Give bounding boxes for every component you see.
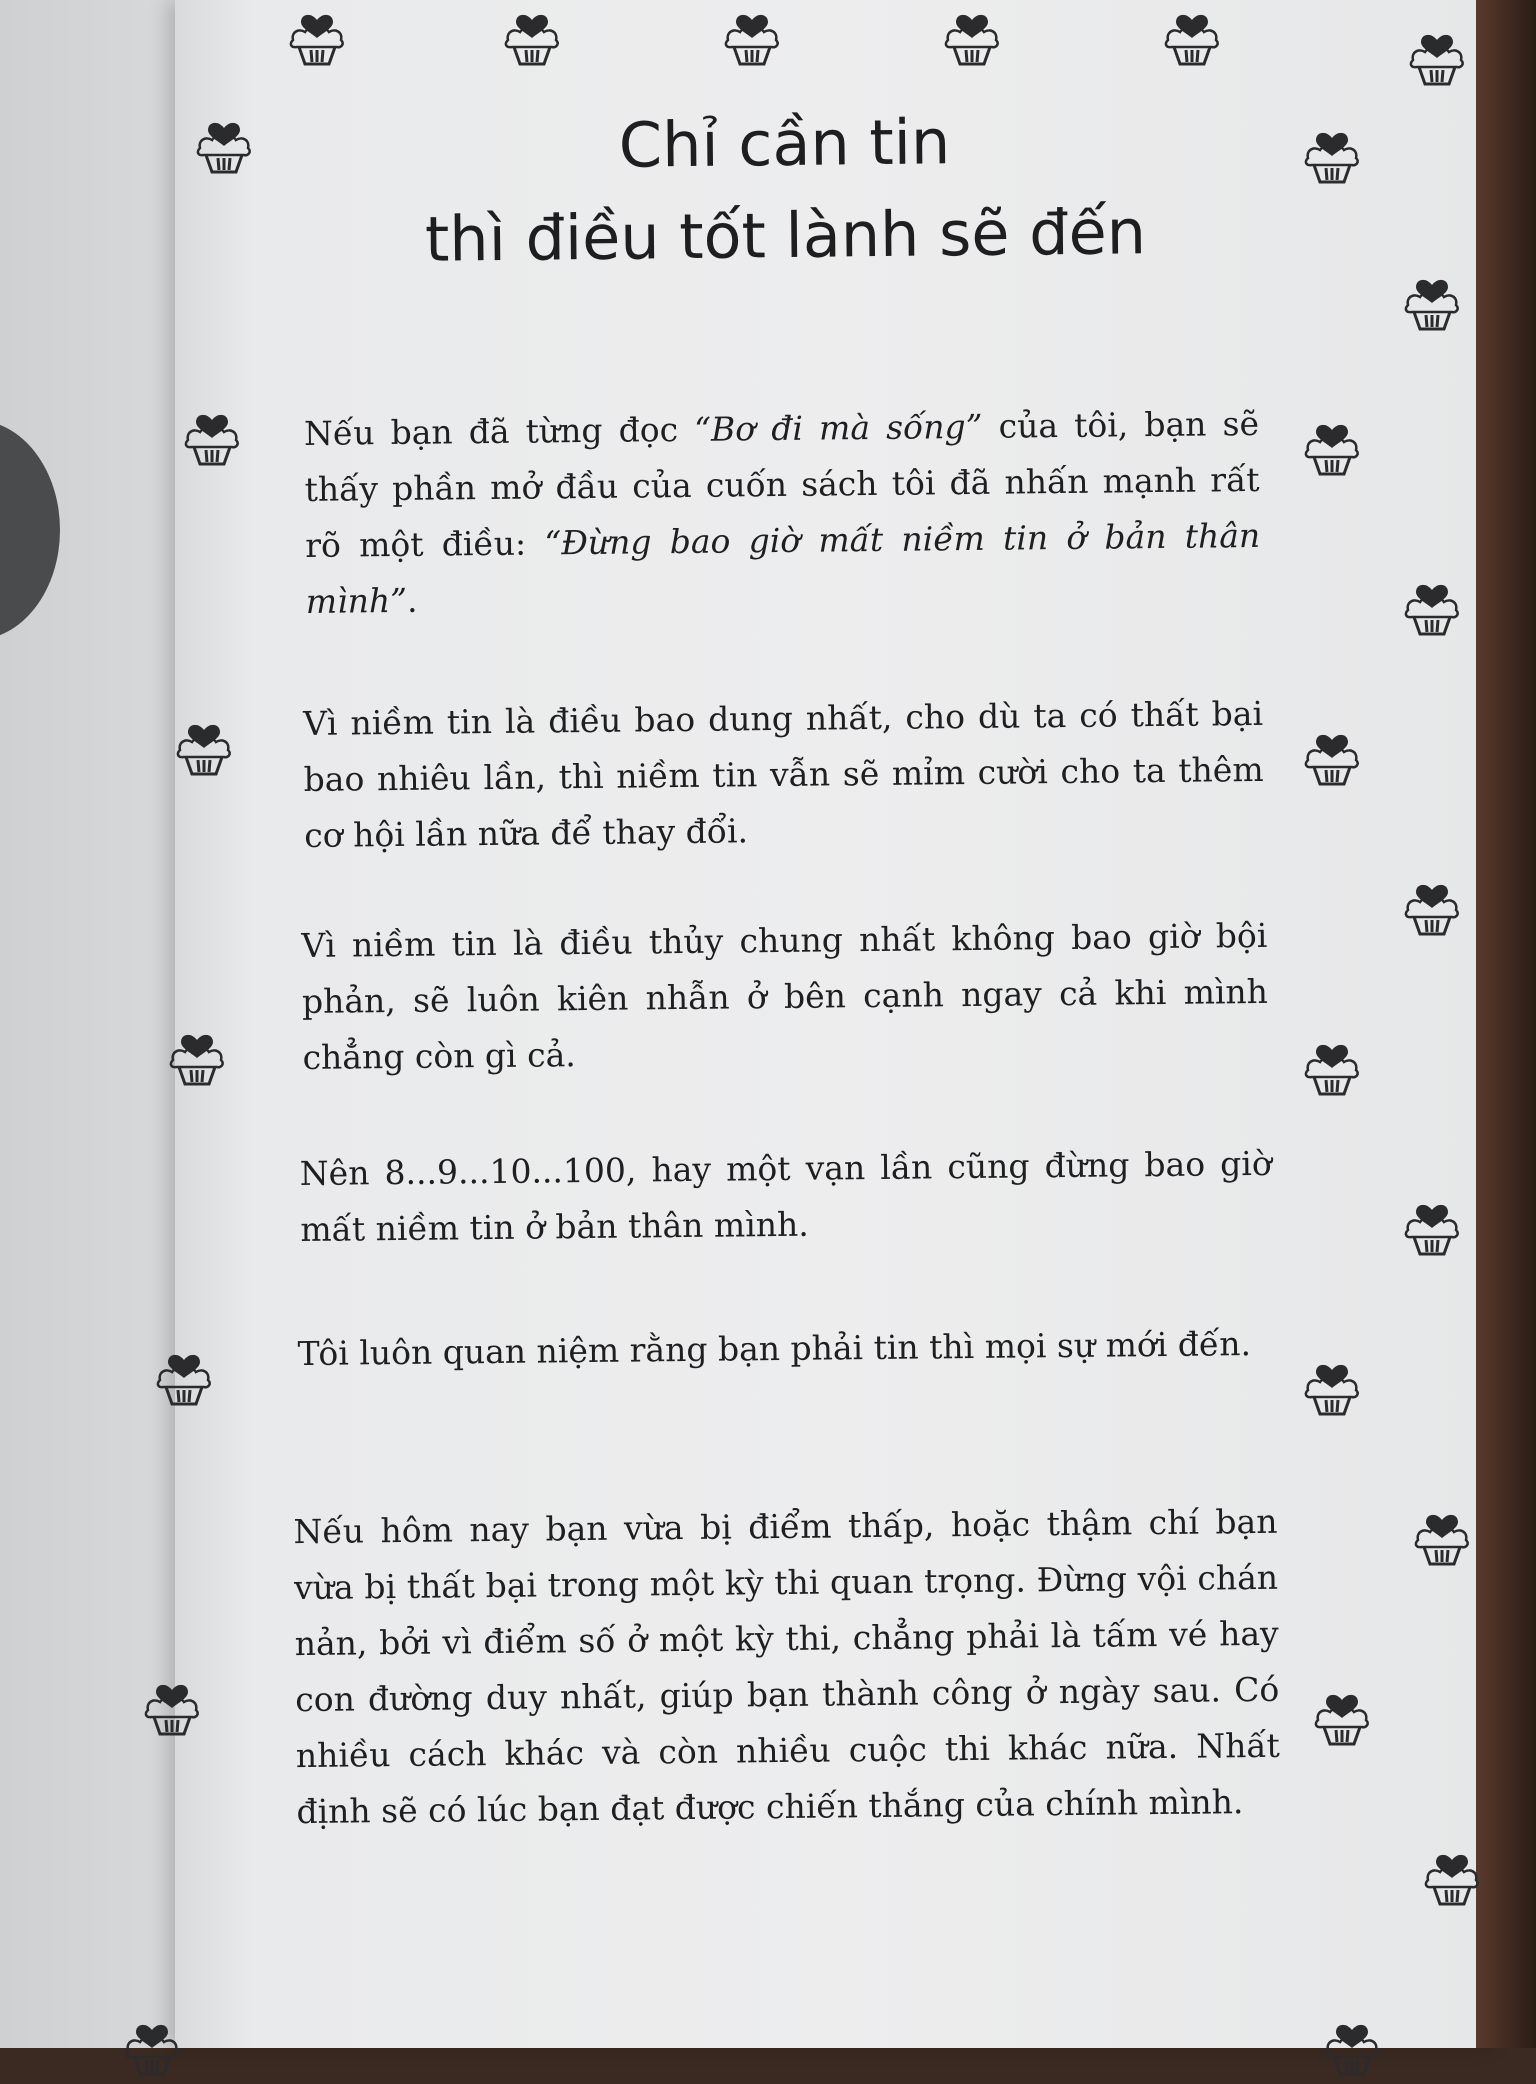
cupcake-icon (1300, 720, 1364, 790)
paragraph-1-text-a: Nếu bạn đã từng đọc (303, 409, 695, 453)
cupcake-icon (1320, 2010, 1384, 2080)
cupcake-icon (940, 0, 1004, 70)
cupcake-icon (1405, 20, 1469, 90)
paragraph-1-text-b: của tôi, bạn sẽ thấy phần mở đầu của cuốn sách tôi đã nhấn mạnh rất rõ một điều: (304, 403, 1260, 565)
cupcake-icon (140, 1670, 204, 1740)
cupcake-icon (120, 2010, 184, 2080)
paragraph-1-text-c: . (406, 580, 418, 620)
cupcake-icon (172, 710, 236, 780)
cupcake-icon (1300, 1350, 1364, 1420)
cupcake-icon (1400, 570, 1464, 640)
cupcake-icon (192, 108, 256, 178)
cupcake-icon (1400, 870, 1464, 940)
cupcake-icon (1300, 118, 1364, 188)
paragraph-3: Vì niềm tin là điều thủy chung nhất không bao giờ bội phản, sẽ luôn kiên nhẫn ở bên cạnh ngay cả khi mình chẳng còn gì cả. (301, 915, 1269, 1078)
emphasis-quote: “Đừng bao giờ mất niềm tin ở bản thân mình” (305, 515, 1261, 621)
title-line-1: Chỉ cần tin (618, 105, 951, 182)
paragraph-4: Nên 8...9...10...100, hay một vạn lần cũng đừng bao giờ mất niềm tin ở bản thân mình. (299, 1143, 1272, 1250)
title-line-2: thì điều tốt lành sẽ đến (424, 195, 1147, 276)
cupcake-icon (165, 1020, 229, 1090)
cupcake-icon (1300, 410, 1364, 480)
cupcake-icon (1310, 1680, 1374, 1750)
cupcake-icon (1300, 1030, 1364, 1100)
paragraph-1 (304, 396, 1261, 630)
cupcake-icon (1400, 265, 1464, 335)
cupcake-icon (285, 0, 349, 70)
book-title-quote: “Bơ đi mà sống” (693, 406, 983, 449)
cupcake-icon (1160, 0, 1224, 70)
cupcake-icon (1420, 1840, 1484, 1910)
paragraph-6: Nếu hôm nay bạn vừa bị điểm thấp, hoặc thậm chí bạn vừa bị thất bại trong một kỳ thi quan trọng. Đừng vội chán nản, bởi vì điểm số ở một kỳ thi, chẳng phải là tấm vé hay con đường duy nhất, giúp bạn thành công ở ngày sau. Có nhiều cách khác và còn nhiều cuộc thi khác nữa. Nhất định sẽ có lúc bạn đạt được chiến thắng của chính mình. (293, 1501, 1281, 1832)
paragraph-2: Vì niềm tin là điều bao dung nhất, cho dù ta có thất bại bao nhiêu lần, thì niềm tin vẫn sẽ mỉm cười cho ta thêm cơ hội lần nữa để thay đổi. (302, 693, 1264, 855)
cupcake-icon (180, 400, 244, 470)
cupcake-icon (720, 0, 784, 70)
cupcake-icon (1410, 1500, 1474, 1570)
cupcake-icon (500, 0, 564, 70)
paragraph-5: Tôi luôn quan niệm rằng bạn phải tin thì mọi sự mới đến. (297, 1324, 1252, 1374)
cupcake-icon (1400, 1190, 1464, 1260)
cupcake-icon (152, 1340, 216, 1410)
